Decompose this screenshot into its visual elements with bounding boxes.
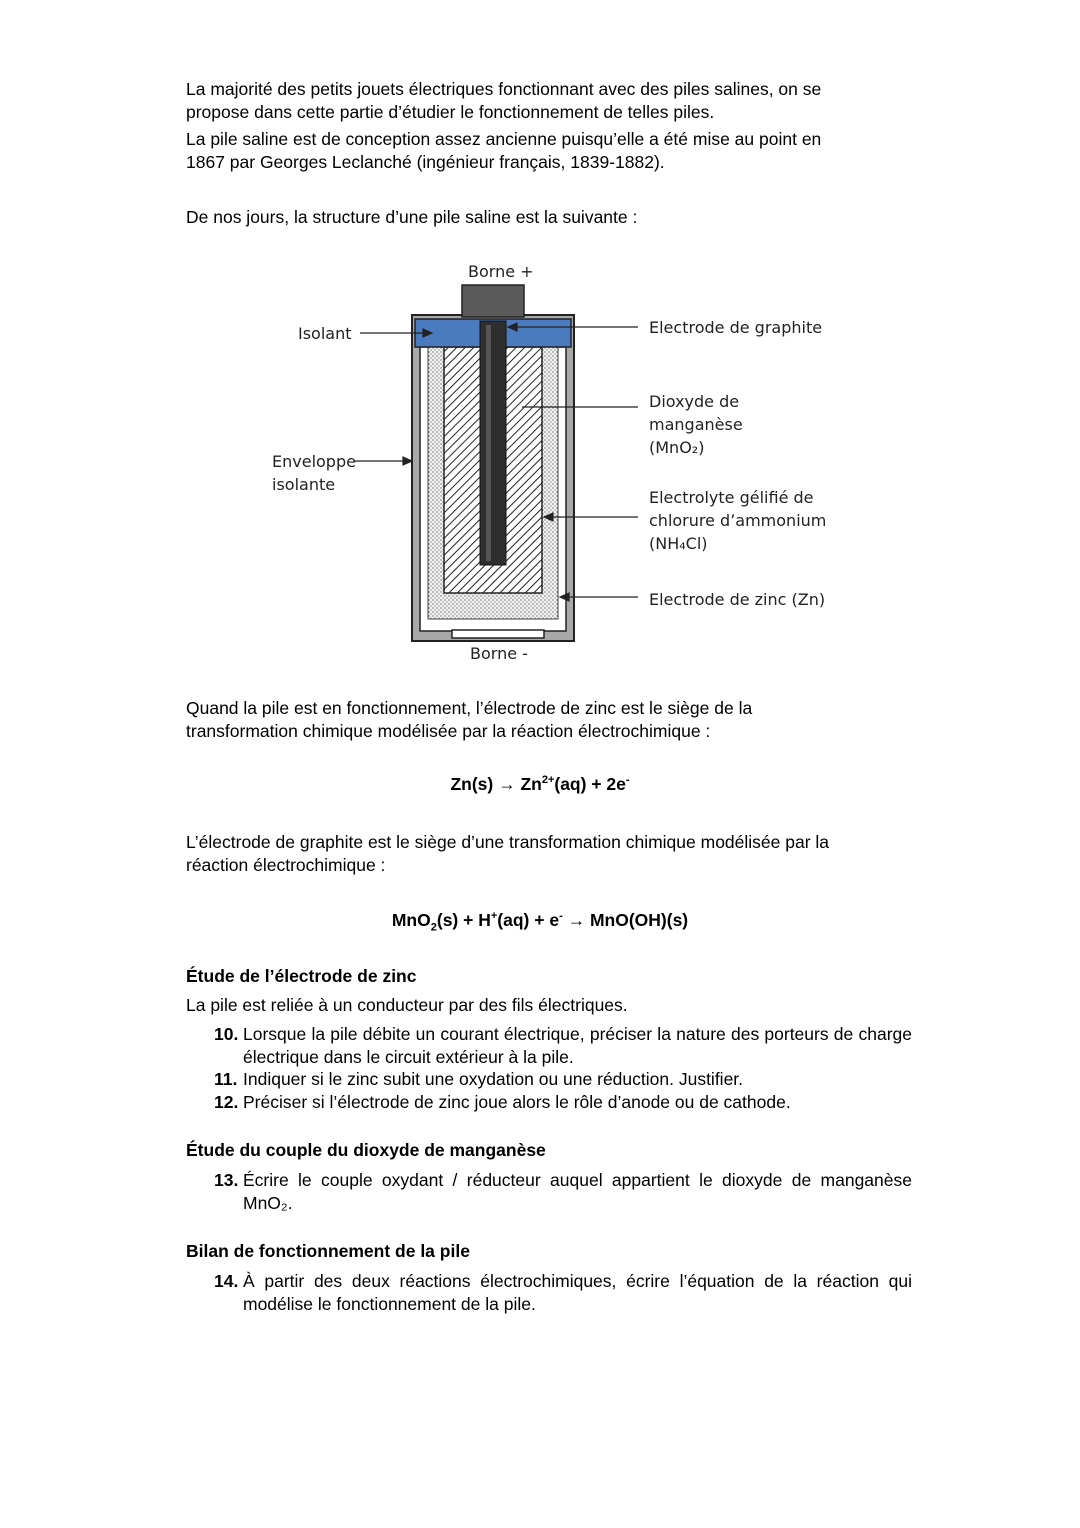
intro-paragraph-1	[186, 78, 904, 123]
eq2-sup2: -	[559, 910, 563, 923]
question-14	[214, 1270, 912, 1315]
label-borne-minus: Borne -	[470, 644, 528, 663]
zinc-paragraph	[186, 697, 904, 742]
heading-mno2: Étude du couple du dioxyde de manganèse	[186, 1140, 546, 1160]
question-11	[214, 1068, 912, 1091]
label-enveloppe-2: isolante	[272, 475, 336, 494]
label-graphite: Electrode de graphite	[649, 318, 823, 337]
label-borne-plus: Borne +	[468, 262, 534, 281]
question-12	[214, 1091, 912, 1114]
eq2-part-d: → MnO(OH)(s)	[562, 910, 689, 930]
graphite-paragraph	[186, 831, 912, 876]
intro-p2-line1: La pile saline est de conception assez ancienne puisqu’elle a été mise au point en	[186, 129, 822, 149]
graphite-rod	[480, 321, 506, 565]
question-text: À partir des deux réactions électrochimiques, écrire l’équation de la réaction qui modélise le fonctionnement de la pile.	[243, 1271, 912, 1314]
label-enveloppe-1: Enveloppe	[272, 452, 356, 471]
eq2-sub: 2	[430, 921, 437, 934]
equation-graphite	[0, 910, 1080, 934]
label-electrolyte-2: chlorure d’ammonium	[649, 511, 827, 530]
arrowhead-enveloppe	[403, 457, 412, 465]
eq1-sup2: -	[625, 774, 630, 787]
question-list-zinc	[214, 1023, 912, 1113]
question-13	[214, 1169, 912, 1214]
label-electrolyte-1: Electrolyte gélifié de	[649, 488, 814, 507]
eq2-part-a: MnO	[391, 910, 431, 930]
graphite-text-line2: réaction électrochimique :	[186, 854, 386, 875]
intro-p1-line2: propose dans cette partie d’étudier le fonctionnement de telles piles.	[186, 101, 715, 122]
eq1-part-b: (aq) + 2e	[554, 774, 626, 794]
positive-terminal	[462, 285, 524, 317]
eq1-sup: 2+	[541, 774, 555, 787]
battery-diagram	[260, 255, 860, 675]
question-list-bilan	[214, 1270, 912, 1315]
question-number: 12.	[214, 1091, 239, 1112]
zinc-text-line2: transformation chimique modélisée par la réaction électrochimique :	[186, 720, 711, 741]
heading-bilan: Bilan de fonctionnement de la pile	[186, 1241, 470, 1261]
question-10	[214, 1023, 912, 1068]
zinc-text-line1: Quand la pile est en fonctionnement, l’électrode de zinc est le siège de la	[186, 698, 753, 718]
label-dioxyde-3: (MnO₂)	[649, 438, 705, 457]
label-isolant: Isolant	[298, 324, 352, 343]
eq2-part-c: (aq) + e	[497, 910, 560, 930]
intro-paragraph-2	[186, 128, 904, 173]
eq1-part-a: Zn(s) → Zn	[450, 774, 542, 794]
question-number: 13.	[214, 1170, 239, 1190]
label-dioxyde-1: Dioxyde de	[649, 392, 740, 411]
label-dioxyde-2: manganèse	[649, 415, 743, 434]
eq2-sup: +	[490, 910, 498, 923]
intro-p2-line2: 1867 par Georges Leclanché (ingénieur français, 1839-1882).	[186, 151, 665, 172]
label-zinc: Electrode de zinc (Zn)	[649, 590, 826, 609]
question-text: Préciser si l’électrode de zinc joue alors le rôle d’anode ou de cathode.	[243, 1091, 791, 1112]
intro-p1-line1: La majorité des petits jouets électriques fonctionnant avec des piles salines, on se	[186, 79, 822, 99]
question-text: Écrire le couple oxydant / réducteur auquel appartient le dioxyde de manganèse MnO₂.	[243, 1170, 912, 1213]
label-electrolyte-3: (NH₄Cl)	[649, 534, 708, 553]
heading-zinc: Étude de l’électrode de zinc	[186, 966, 417, 986]
equation-zinc	[0, 774, 1080, 795]
question-text: Lorsque la pile débite un courant électrique, préciser la nature des porteurs de charge électrique dans le circuit extérieur à la pile.	[243, 1024, 912, 1067]
graphite-text-line1: L’électrode de graphite est le siège d’une transformation chimique modélisée par la	[186, 832, 830, 852]
zinc-section-intro: La pile est reliée à un conducteur par des fils électriques.	[186, 995, 628, 1015]
negative-terminal	[452, 630, 544, 638]
question-number: 14.	[214, 1271, 239, 1291]
question-number: 10.	[214, 1024, 239, 1044]
question-list-mno2	[214, 1169, 912, 1214]
intro-paragraph-3: De nos jours, la structure d’une pile saline est la suivante :	[186, 207, 638, 227]
question-number: 11.	[214, 1069, 238, 1089]
graphite-rod-highlight	[486, 325, 491, 561]
eq2-part-b: (s) + H	[436, 910, 491, 930]
question-text: Indiquer si le zinc subit une oxydation ou une réduction. Justifier.	[243, 1069, 744, 1089]
